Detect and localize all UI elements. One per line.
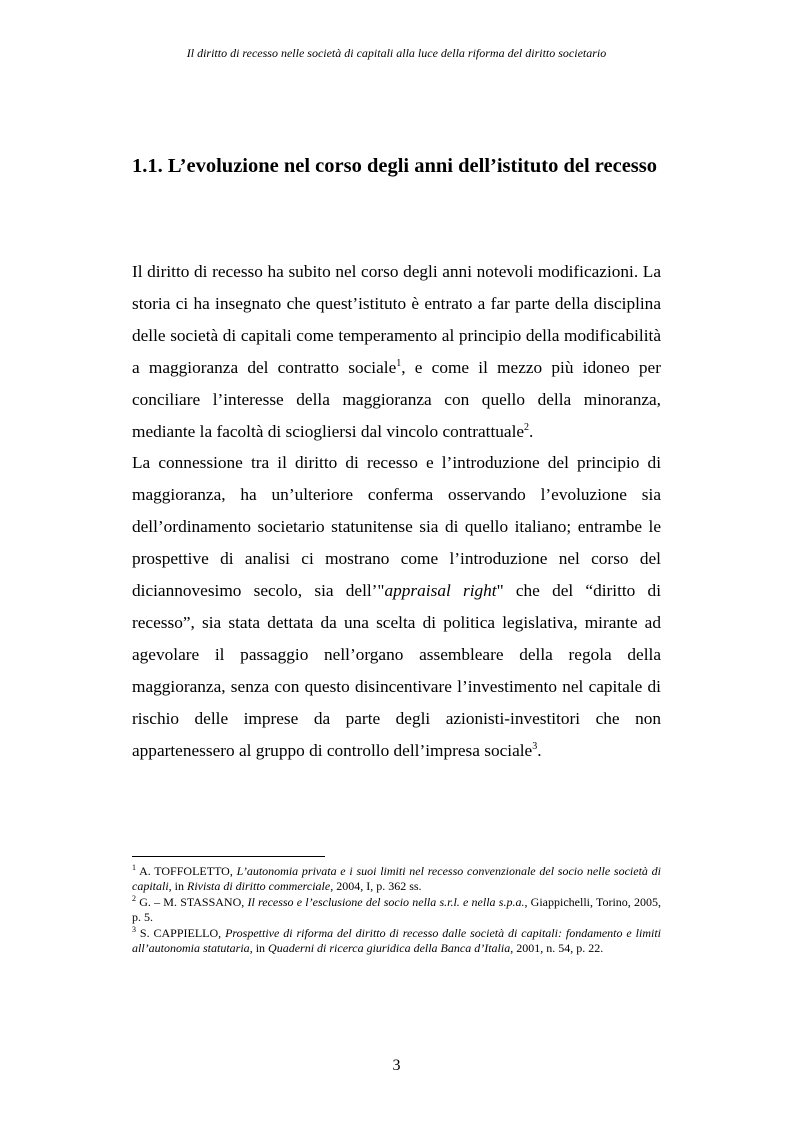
footnote-2 xyxy=(132,895,661,924)
footnote-text: A. TOFFOLETTO, xyxy=(136,864,237,878)
footnote-ref-1[interactable]: 1 xyxy=(396,357,402,369)
footnote-text: , 2004, I, p. 362 ss. xyxy=(330,878,422,893)
paragraph-2-italic-term: appraisal right xyxy=(384,581,497,601)
paragraph-2-text-a: La connessione tra il diritto di recesso e l’introduzione del principio di maggioranza, ha un’ulteriore conferma osservando l’evoluzione sia dell’ordinamento societario statunitense sia di quello italiano; entrambe le prospettive di analisi ci mostrano come l’introduzione nel corso del diciannovesimo secolo, sia dell’" xyxy=(132,453,661,601)
footnote-ref-2[interactable]: 2 xyxy=(524,421,530,433)
footnote-text: , Giappichelli, Torino, 2005, p. 5. xyxy=(132,895,662,924)
footnote-italic: Il recesso e l’esclusione del socio nella s.r.l. e nella s.p.a. xyxy=(247,895,525,909)
footnote-italic: L’autonomia privata e i suoi limiti nel recesso convenzionale del socio nelle società di capitali xyxy=(132,864,661,893)
footnote-3 xyxy=(132,926,661,955)
footnote-text: , in xyxy=(249,940,269,955)
page-number: 3 xyxy=(392,1057,401,1074)
footnote-number: 2 xyxy=(132,894,136,903)
paragraph-2-text-c: . xyxy=(537,740,542,760)
footnote-number: 1 xyxy=(132,863,136,872)
section-title: 1.1. L’evoluzione nel corso degli anni dell’istituto del recesso xyxy=(132,155,658,177)
paragraph-1-text-b: , e come il mezzo più idoneo per conciliare l’interesse della maggioranza con quello della minoranza, mediante la facoltà di sciogliersi dal vincolo contrattuale xyxy=(132,357,661,441)
footnote-1 xyxy=(132,864,661,893)
paragraph-2-text-b: " che del “diritto di recesso”, sia stata dettata da una scelta di politica legislativa, mirante ad agevolare il passaggio nell’organo assembleare della regola della maggioranza, senza con questo disincentivare l’investimento nel capitale di rischio delle imprese da parte degli azionisti-investitori che non appartenessero al gruppo di controllo dell’impresa sociale xyxy=(132,581,661,760)
paragraph-2 xyxy=(132,447,661,766)
body-text xyxy=(132,256,661,767)
footnote-ref-3[interactable]: 3 xyxy=(532,740,538,752)
footnote-number: 3 xyxy=(132,925,136,934)
running-header: Il diritto di recesso nelle società di capitali alla luce della riforma del diritto societario xyxy=(186,46,607,60)
footnote-text: S. CAPPIELLO, xyxy=(136,926,226,940)
paragraph-1-text-c: . xyxy=(529,421,534,441)
paragraph-1 xyxy=(132,256,661,447)
footnote-italic: Rivista di diritto commerciale xyxy=(187,878,331,893)
footnote-italic: Quaderni di ricerca giuridica della Banca d’Italia xyxy=(268,940,511,955)
footnote-text: G. – M. STASSANO, xyxy=(136,895,248,909)
paragraph-1-text-a: Il diritto di recesso ha subito nel corso degli anni notevoli modificazioni. La storia ci ha insegnato che quest’istituto è entrato a far parte della disciplina delle società di capitali come temperamento al principio della modificabilità a maggioranza del contratto sociale xyxy=(132,262,661,377)
footnote-text: , in xyxy=(168,878,188,893)
footnotes xyxy=(132,864,661,957)
footnote-italic: Prospettive di riforma del diritto di recesso dalle società di capitali: fondamento e limiti all’autonomia statutaria xyxy=(132,926,662,955)
footnote-text: , 2001, n. 54, p. 22. xyxy=(510,940,604,955)
footnote-separator xyxy=(132,856,325,857)
